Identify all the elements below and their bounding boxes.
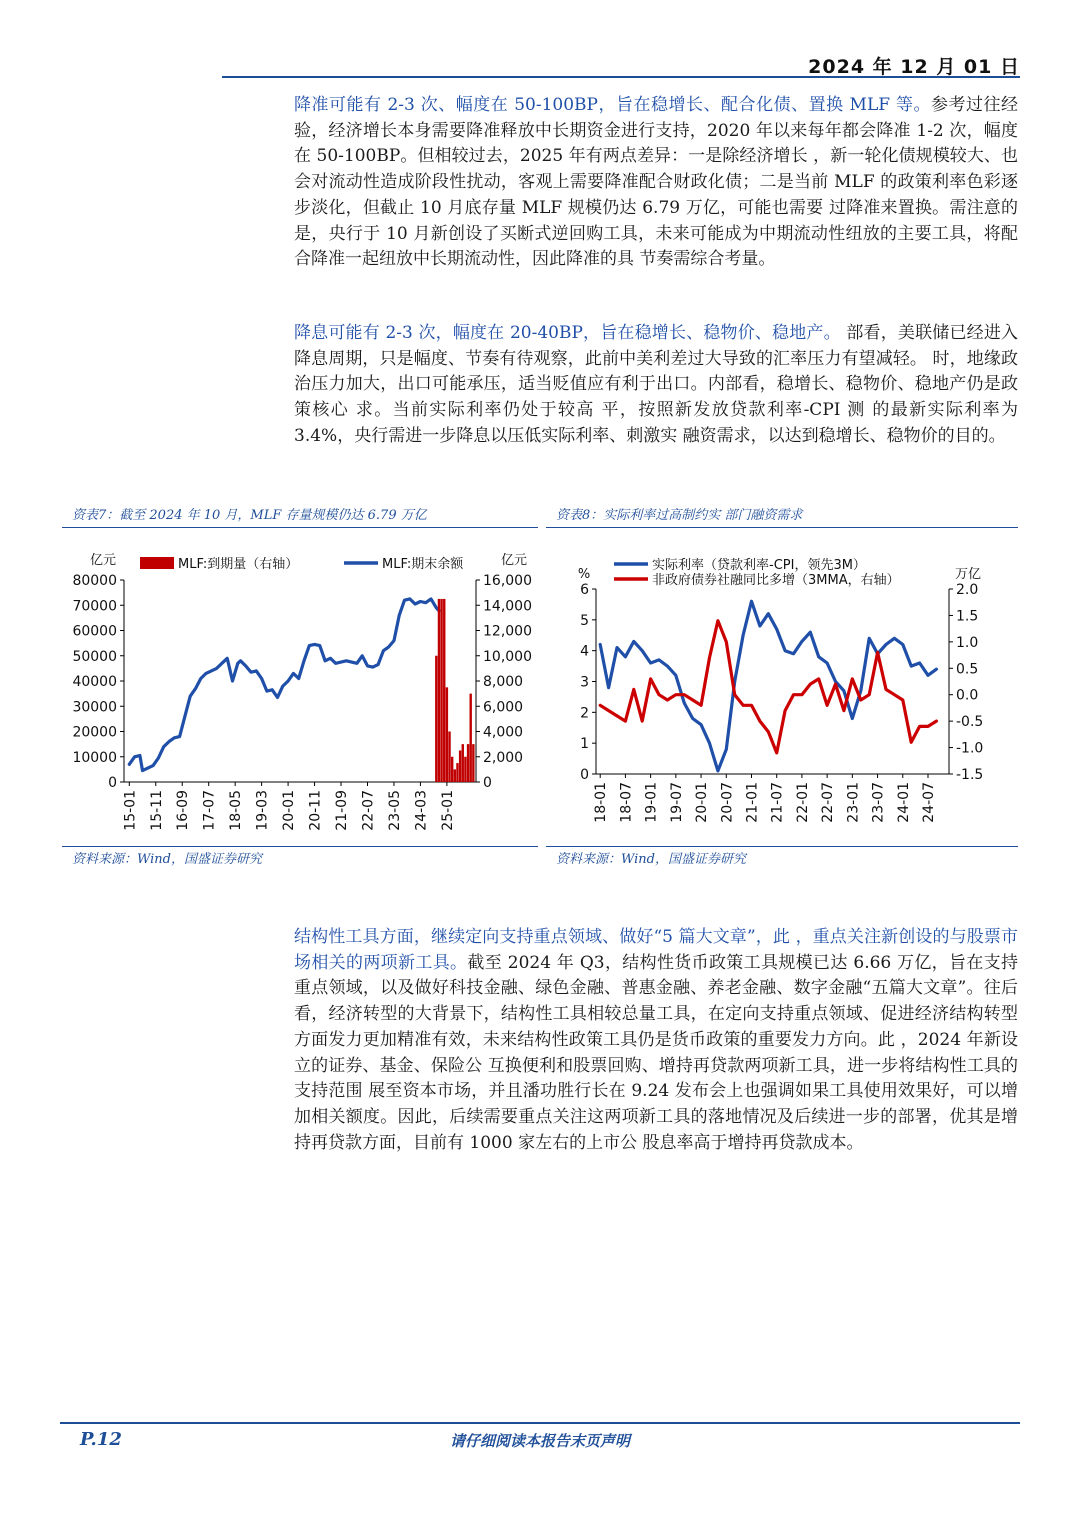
- x-tick-label: 15-01: [122, 790, 139, 831]
- real-rate-chart: [546, 538, 1018, 838]
- mlf-maturity-bar: [438, 599, 440, 782]
- mlf-chart: [62, 538, 538, 838]
- x-tick-label: 23-07: [870, 782, 887, 823]
- left-tick-label: 10000: [72, 749, 117, 766]
- x-tick-label: 24-07: [920, 782, 937, 823]
- x-tick-label: 19-07: [668, 782, 685, 823]
- x-tick-label: 23-05: [386, 790, 403, 831]
- right-tick-label: 0.0: [956, 687, 979, 704]
- x-tick-label: 18-05: [228, 790, 245, 831]
- right-tick-label: 4,000: [483, 724, 524, 741]
- left-tick-label: 2: [580, 705, 589, 722]
- right-tick-label: 2,000: [483, 749, 524, 766]
- right-tick-label: 1.5: [956, 608, 979, 625]
- x-tick-label: 20-01: [694, 782, 711, 823]
- x-tick-label: 20-11: [307, 790, 324, 831]
- figure-8-bottom-rule: [546, 846, 1018, 847]
- paragraph-structural-tools: [294, 925, 1018, 1156]
- mlf-maturity-bar: [440, 599, 442, 782]
- x-tick-label: 21-07: [769, 782, 786, 823]
- x-tick-label: 24-01: [895, 782, 912, 823]
- disclaimer-note: 请仔细阅读本报告末页声明: [449, 1432, 630, 1450]
- left-tick-label: 4: [580, 643, 589, 660]
- right-tick-label: 12,000: [483, 623, 532, 640]
- left-tick-label: 70000: [72, 598, 117, 615]
- right-tick-label: 6,000: [483, 699, 524, 716]
- paragraph-body: 部看，美联储已经进入降息周期，只是幅度、节奏有待观察，此前中美利差过大导致的汇率压力有望减轻。 时，地缘政治压力加大，出口可能承压，适当贬值应有利于出口。内部看，稳增长、稳物价、稳地产仍是政策核心 求。当前实际利率仍处于较高 平，按照新发放贷款利率-CPI 测 的最新实际利率为 3.4%，央行需进一步降息以压低实际利率、刺激实 融资需求，以达到稳增长、稳物价的目的。: [294, 323, 1018, 446]
- left-tick-label: 1: [580, 736, 589, 753]
- mlf-maturity-bar: [435, 656, 437, 782]
- legend-label: 实际利率（贷款利率-CPI，领先3M）: [652, 558, 866, 573]
- report-date: 2024 年 12 月 01 日: [808, 56, 1020, 78]
- mlf-maturity-bar: [464, 757, 466, 782]
- paragraph-rrr-cut: [294, 93, 1018, 273]
- x-tick-label: 21-09: [334, 790, 351, 831]
- x-tick-label: 24-03: [413, 790, 430, 831]
- left-tick-label: 0: [108, 775, 117, 791]
- x-tick-label: 18-07: [618, 782, 635, 823]
- x-tick-label: 20-01: [281, 790, 298, 831]
- x-tick-label: 19-01: [643, 782, 660, 823]
- figure-7-bottom-rule: [62, 846, 538, 847]
- left-tick-label: 40000: [72, 674, 117, 690]
- left-tick-label: 60000: [72, 623, 117, 640]
- figure-8-title: 资表8：实际利率过高制约实 部门融资需求: [556, 508, 803, 523]
- figure-7-top-rule: [62, 527, 538, 528]
- mlf-maturity-bar: [462, 744, 464, 782]
- mlf-maturity-bar: [467, 744, 469, 782]
- figure-8-source: 资料来源：Wind，国盛证券研究: [556, 852, 746, 867]
- x-tick-label: 21-01: [744, 782, 761, 823]
- left-tick-label: 0: [580, 767, 589, 783]
- right-tick-label: -1.5: [956, 767, 984, 783]
- footer-rule: [60, 1422, 1020, 1424]
- x-tick-label: 22-01: [794, 782, 811, 823]
- left-tick-label: 80000: [72, 573, 117, 589]
- right-tick-label: -0.5: [956, 714, 984, 731]
- x-tick-label: 17-07: [201, 790, 218, 831]
- left-tick-label: 50000: [72, 648, 117, 665]
- x-tick-label: 23-01: [845, 782, 862, 823]
- mlf-maturity-bar: [451, 757, 453, 782]
- header-rule: [222, 76, 1020, 78]
- right-tick-label: 2.0: [956, 582, 979, 598]
- mlf-balance-line: [129, 599, 439, 771]
- paragraph-lead: 降准可能有 2-3 次、幅度在 50-100BP，旨在稳增长、配合化债、置换 MLF 等。: [294, 95, 931, 115]
- left-tick-label: 5: [580, 612, 589, 629]
- mlf-maturity-bar: [472, 744, 474, 782]
- right-tick-label: 0: [483, 775, 492, 791]
- left-tick-label: 30000: [72, 699, 117, 716]
- x-tick-label: 18-01: [593, 782, 610, 823]
- legend-label: MLF:到期量（右轴）: [178, 557, 299, 572]
- x-tick-label: 20-07: [719, 782, 736, 823]
- paragraph-body: 参考过往经验，经济增长本身需要降准释放中长期资金进行支持，2020 年以来每年都会降准 1-2 次，幅度在 50-100BP。但相较过去，2025 年有两点差异：一是除经济增长 ，新一轮化债规模较大、也会对流动性造成阶段性扰动，客观上需要降准配合财政化债；二是当前 MLF 的政策利率色彩逐步淡化，但截止 10 月底存量 MLF 规模仍达 6.79 万亿，可能也需要 过降准来置换。需注意的是，央行于 10 月新创设了买断式逆回购工具，未来可能成为中期流动性纽放的主要工具，将配合降准一起纽放中长期流动性，因此降准的具 节奏需综合考量。: [294, 95, 1019, 270]
- right-tick-label: 16,000: [483, 573, 532, 589]
- mlf-maturity-bar: [459, 750, 461, 782]
- figure-7-source: 资料来源：Wind，国盛证券研究: [72, 852, 262, 867]
- right-unit-label: 亿元: [500, 553, 528, 568]
- right-tick-label: 1.0: [956, 634, 979, 651]
- paragraph-lead: 降息可能有 2-3 次，幅度在 20-40BP，旨在稳增长、稳物价、稳地产。: [294, 323, 841, 343]
- left-tick-label: 20000: [72, 724, 117, 741]
- paragraph-body: 截至 2024 年 Q3，结构性货币政策工具规模已达 6.66 万亿，旨在支持重点领域，以及做好科技金融、绿色金融、普惠金融、养老金融、数字金融“五篇大文章”。往后看，经济转型的大背景下，结构性工具相较总量工具，在定向支持重点领域、促进经济结构转型方面发力更加精准有效，未来结构性政策工具仍是货币政策的重要发力方向。此 ，2024 年新设立的证券、基金、保险公 互换便利和股票回购、增持再贷款两项新工具，进一步将结构性工具的支持范围 展至资本市场，并且潘功胜行长在 9.24 发布会上也强调如果工具使用效果好，可以增加相关额度。因此，后续需要重点关注这两项新工具的落地情况及后续进一步的部署，优其是增持再贷款方面，目前有 1000 家左右的上市公 股息率高于增持再贷款成本。: [294, 952, 1019, 1153]
- left-unit-label: 亿元: [89, 553, 117, 568]
- right-tick-label: 8,000: [483, 674, 524, 690]
- figure-8-top-rule: [546, 527, 1018, 528]
- paragraph-lead: 结构性工具方面，继续定向支持重点领域、做好“5 篇大文章”，此 ，重点关注新创设的与股票市场相关的两项新工具。: [294, 927, 1018, 973]
- left-unit-label: %: [577, 567, 591, 582]
- x-tick-label: 19-03: [254, 790, 271, 831]
- left-tick-label: 6: [580, 582, 589, 598]
- legend-label: 非政府债券社融同比多增（3MMA，右轴）: [652, 573, 900, 588]
- right-tick-label: -1.0: [956, 740, 984, 757]
- page-number: P.12: [80, 1429, 122, 1450]
- right-unit-label: 万亿: [954, 567, 982, 582]
- legend-label: MLF:期末余额: [382, 557, 464, 572]
- right-tick-label: 10,000: [483, 648, 532, 665]
- social-financing-line: [600, 621, 936, 753]
- right-tick-label: 14,000: [483, 598, 532, 615]
- legend-swatch-bar: [140, 557, 174, 569]
- mlf-maturity-bar: [470, 694, 472, 782]
- mlf-maturity-bar: [454, 769, 456, 782]
- figure-7-title: 资表7：截至 2024 年 10 月，MLF 存量规模仍达 6.79 万亿: [72, 508, 427, 523]
- mlf-maturity-bar: [456, 763, 458, 782]
- left-tick-label: 3: [580, 674, 589, 691]
- mlf-maturity-bar: [446, 687, 448, 782]
- x-tick-label: 25-01: [439, 790, 456, 831]
- mlf-maturity-bar: [443, 599, 445, 782]
- x-tick-label: 22-07: [360, 790, 377, 831]
- paragraph-rate-cut: [294, 321, 1018, 450]
- right-tick-label: 0.5: [956, 661, 979, 678]
- x-tick-label: 15-11: [148, 790, 165, 831]
- mlf-maturity-bar: [448, 732, 450, 783]
- x-tick-label: 22-07: [820, 782, 837, 823]
- x-tick-label: 16-09: [175, 790, 192, 831]
